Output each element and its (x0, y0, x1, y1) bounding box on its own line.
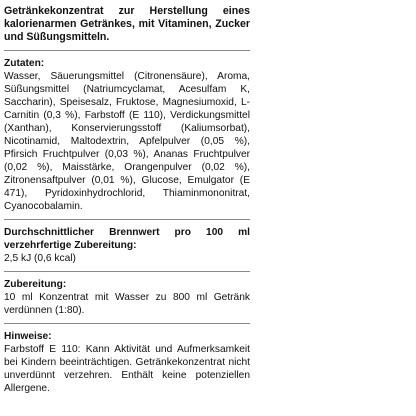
ingredients-heading: Zutaten: (4, 58, 45, 69)
notes-heading: Hinweise: (4, 331, 52, 342)
preparation-heading: Zubereitung: (4, 279, 67, 290)
notes-text: Farbstoff E 110: Kann Aktivität und Aufmerksamkeit bei Kindern beeinträchtigen. Getränkekonzentrat nicht unverdünnt verzehren. Enthält keine potenziellen Allergene. (4, 344, 250, 394)
divider (4, 323, 250, 324)
divider (4, 271, 250, 272)
energy-value: 2,5 kJ (0,6 kcal) (4, 253, 76, 264)
divider (4, 219, 250, 220)
product-description: Getränkekonzentrat zur Herstellung eines kalorienarmen Getränkes, mit Vitaminen, Zucker und Süßungsmitteln. (4, 5, 250, 43)
energy-heading: Durchschnittlicher Brennwert pro 100 ml verzehrfertige Zubereitung: (4, 227, 250, 251)
ingredients-section (4, 57, 250, 213)
preparation-text: 10 ml Konzentrat mit Wasser zu 800 ml Getränk verdünnen (1:80). (4, 292, 250, 316)
divider (4, 50, 250, 51)
energy-section (4, 226, 250, 265)
ingredients-text: Wasser, Säuerungsmittel (Citronensäure), Aroma, Süßungsmittel (Natriumcyclamat, Acesulfam K, Saccharin), Speisesalz, Fruktose, Magnesiumoxid, L-Carnitin (0,3 %), Farbstoff (E 110), Verdickungsmittel (Xanthan), Konservierungsstoff (Kaliumsorbat), Nicotinamid, Maltodextrin, Apfelpulver (0,05 %), Pfirsich Fruchtpulver (0,03 %), Ananas Fruchtpulver (0,02 %), Maisstärke, Orangenpulver (0,02 %), Zitronensaftpulver (0,01 %), Glucose, Emulgator (E 471), Pyridoxinhydrochlorid, Thiaminmononitrat, Cyanocobalamin. (4, 71, 250, 212)
preparation-section (4, 278, 250, 317)
product-label (4, 5, 250, 395)
notes-section (4, 330, 250, 395)
